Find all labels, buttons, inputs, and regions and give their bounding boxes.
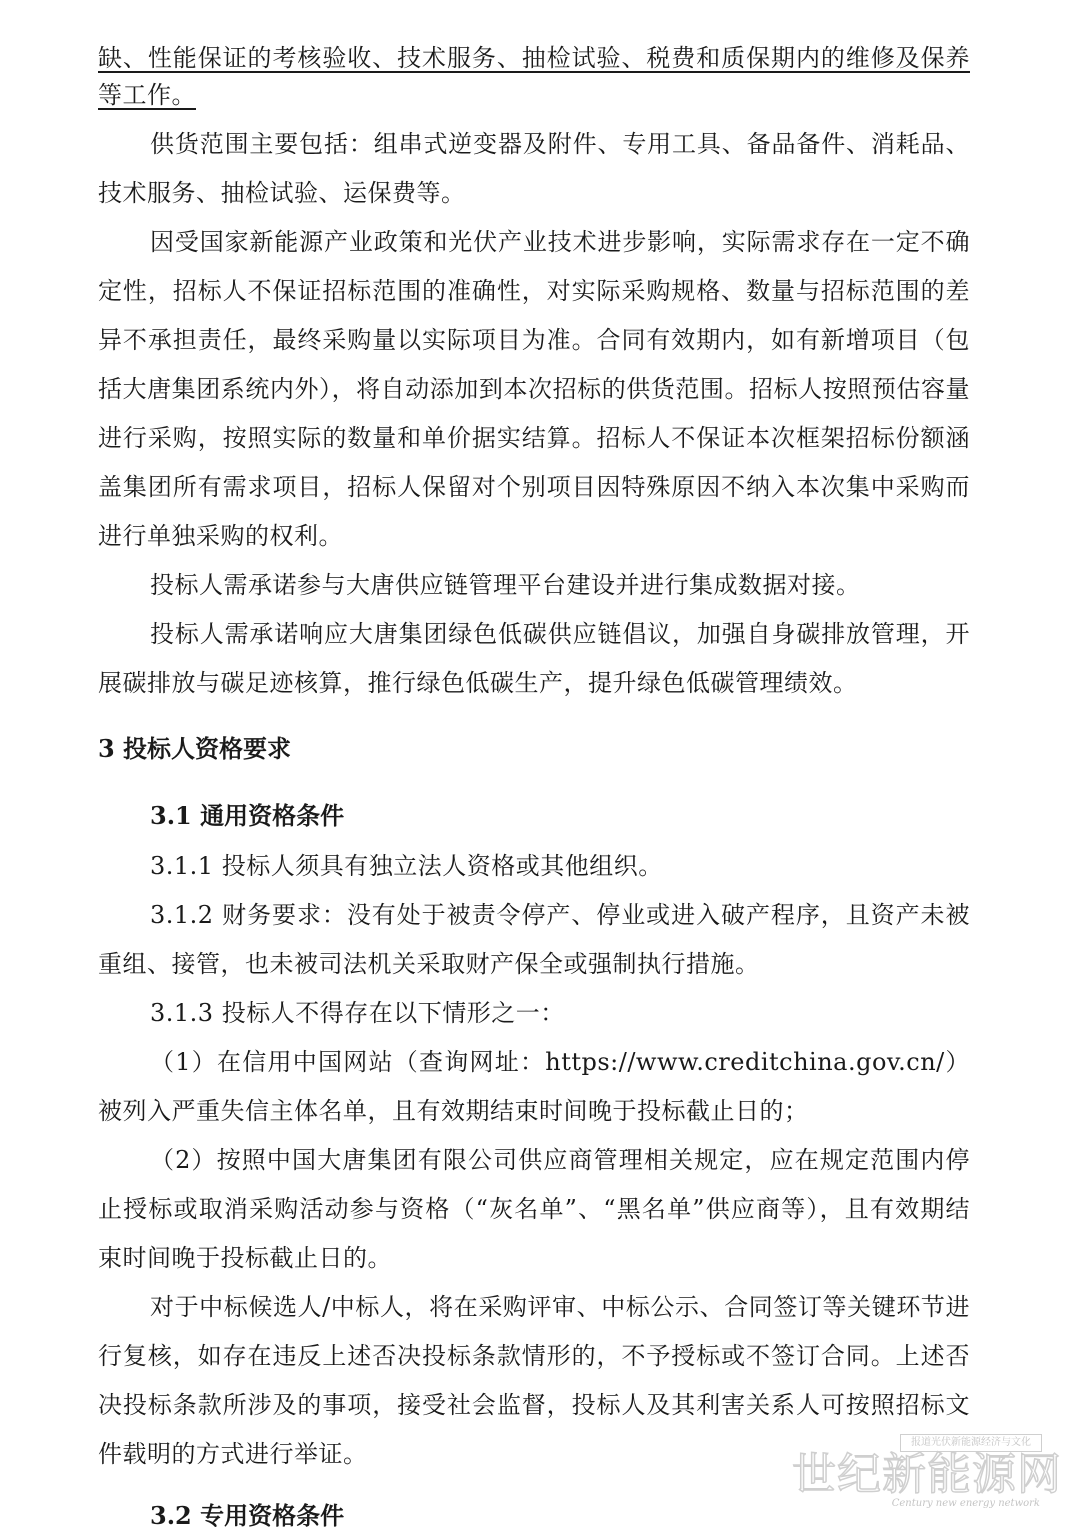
underlined-text: 缺、性能保证的考核验收、技术服务、抽检试验、税费和质保期内的维修及保养等工作。 [98,44,970,109]
document-page [98,40,970,1540]
clause-3-1-2: 3.1.2 财务要求：没有处于被责令停产、停业或进入破产程序，且资产未被重组、接管，也未被司法机关采取财产保全或强制执行措施。 [98,901,970,978]
clause-3-1-3: 3.1.3 投标人不得存在以下情形之一： [150,999,565,1027]
clause-3-1-3-item-2: （2）按照中国大唐集团有限公司供应商管理相关规定，应在规定范围内停止授标或取消采购活动参与资格（“灰名单”、“黑名单”供应商等），且有效期结束时间晚于投标截止日的。 [98,1146,970,1272]
watermark-tagline: 报道光伏新能源经济与文化 [900,1434,1042,1452]
section-heading-3: 3 投标人资格要求 [98,734,292,763]
green-low-carbon-paragraph: 投标人需承诺响应大唐集团绿色低碳供应链倡议，加强自身碳排放管理，开展碳排放与碳足迹核算，推行绿色低碳生产，提升绿色低碳管理绩效。 [98,620,970,697]
intro-underlined-paragraph [98,40,970,114]
supply-chain-platform-paragraph: 投标人需承诺参与大唐供应链管理平台建设并进行集成数据对接。 [150,571,861,599]
clause-3-1-3-item-1: （1）在信用中国网站（查询网址：https://www.creditchina.gov.cn/）被列入严重失信主体名单，且有效期结束时间晚于投标截止日的； [98,1048,970,1125]
watermark-title: 世纪新能源网 [792,1449,1062,1500]
supply-scope-paragraph: 供货范围主要包括：组串式逆变器及附件、专用工具、备品备件、消耗品、技术服务、抽检试验、运保费等。 [98,130,970,207]
watermark-logo [792,1434,1062,1512]
clause-3-1-1: 3.1.1 投标人须具有独立法人资格或其他组织。 [150,852,663,880]
uncertainty-paragraph: 因受国家新能源产业政策和光伏产业技术进步影响，实际需求存在一定不确定性，招标人不保证招标范围的准确性，对实际采购规格、数量与招标范围的差异不承担责任，最终采购量以实际项目为准。合同有效期内，如有新增项目（包括大唐集团系统内外），将自动添加到本次招标的供货范围。招标人按照预估容量进行采购，按照实际的数量和单价据实结算。招标人不保证本次框架招标份额涵盖集团所有需求项目，招标人保留对个别项目因特殊原因不纳入本次集中采购而进行单独采购的权利。 [98,228,970,550]
subsection-heading-3-1: 3.1 通用资格条件 [150,801,345,830]
subsection-heading-3-2: 3.2 专用资格条件 [150,1501,345,1530]
review-paragraph: 对于中标候选人/中标人，将在采购评审、中标公示、合同签订等关键环节进行复核，如存在违反上述否决投标条款情形的，不予授标或不签订合同。上述否决投标条款所涉及的事项，接受社会监督，投标人及其利害关系人可按照招标文件载明的方式进行举证。 [98,1293,970,1468]
watermark-subtitle: Century new energy network [891,1498,1040,1509]
